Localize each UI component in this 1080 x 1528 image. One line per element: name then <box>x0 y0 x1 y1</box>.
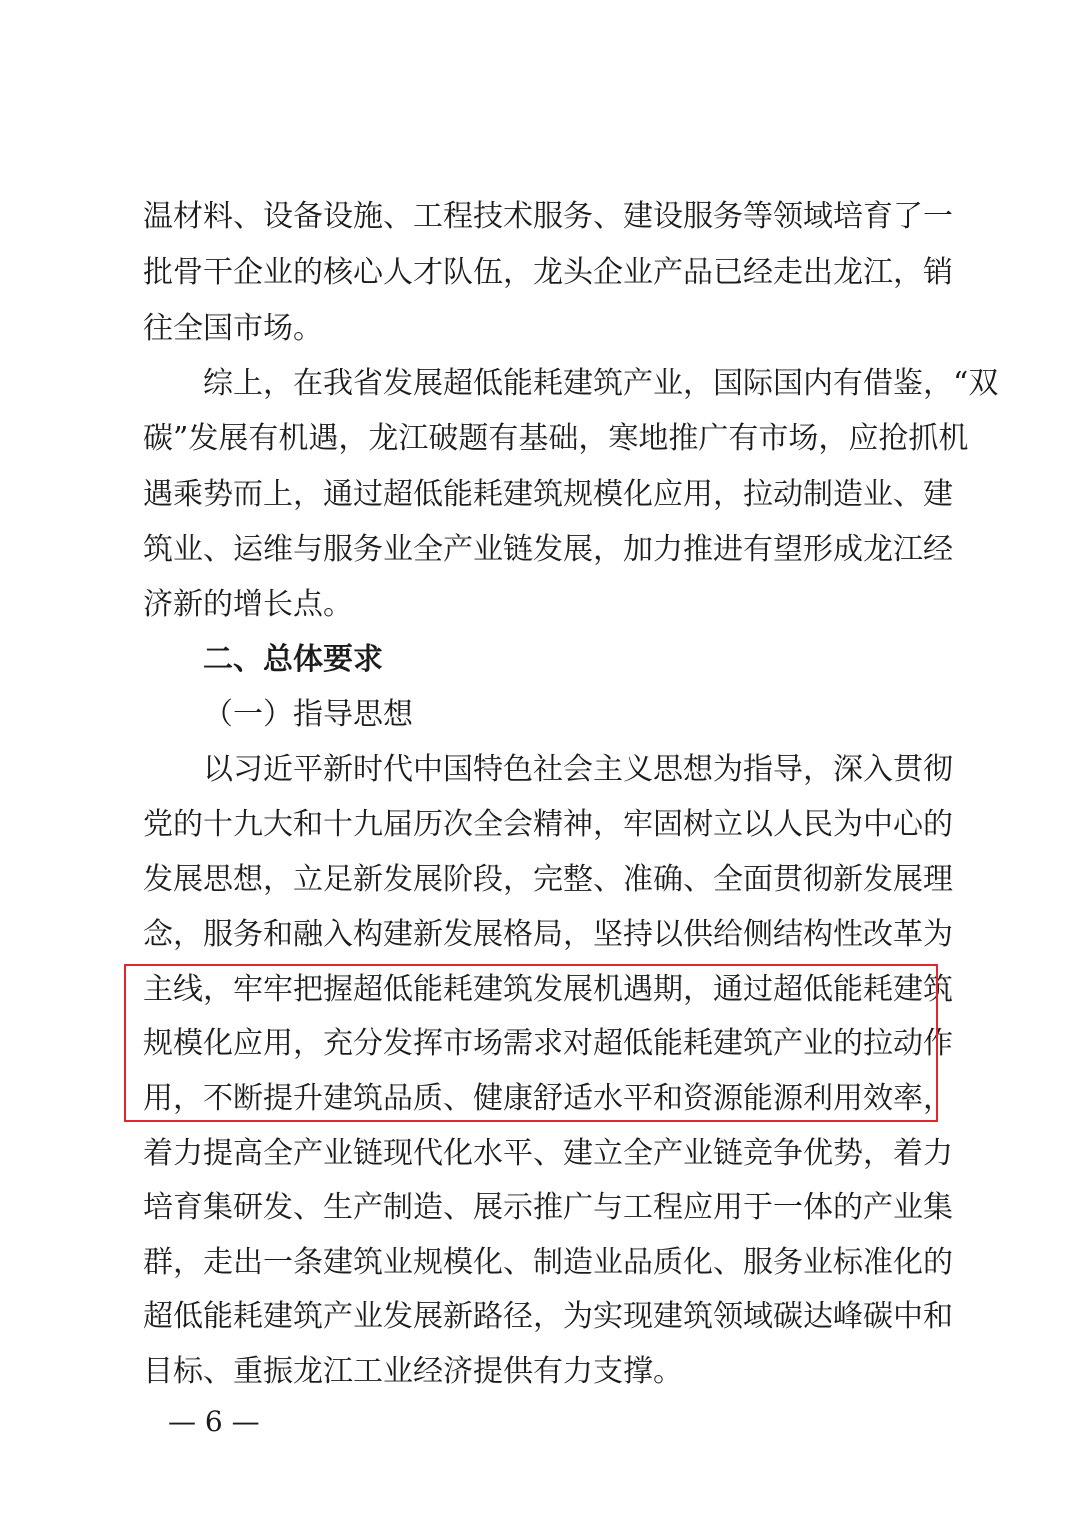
text-line: 筑业、运维与服务业全产业链发展，加力推进有望形成龙江经 <box>143 532 953 567</box>
text-line: 发展思想，立足新发展阶段，完整、准确、全面贯彻新发展理 <box>143 862 953 897</box>
text-line: 遇乘势而上，通过超低能耗建筑规模化应用，拉动制造业、建 <box>143 477 953 512</box>
page-number: — 6 — <box>168 1405 260 1438</box>
text-line: 碳”发展有机遇，龙江破题有基础，寒地推广有市场，应抢抓机 <box>143 421 969 456</box>
text-line: 念，服务和融入构建新发展格局，坚持以供给侧结构性改革为 <box>143 917 953 952</box>
text-line: 综上，在我省发展超低能耗建筑产业，国际国内有借鉴，“双 <box>203 366 999 401</box>
highlighted-text-line: 主线，牢牢把握超低能耗建筑发展机遇期，通过超低能耗建筑 <box>143 972 953 1007</box>
text-line: 以习近平新时代中国特色社会主义思想为指导，深入贯彻 <box>203 752 953 787</box>
text-line: 党的十九大和十九届历次全会精神，牢固树立以人民为中心的 <box>143 807 953 842</box>
section-heading: 二、总体要求 <box>203 642 383 677</box>
highlight-box <box>124 964 953 1122</box>
text-line: 超低能耗建筑产业发展新路径，为实现建筑领域碳达峰碳中和 <box>143 1299 953 1334</box>
text-line: 目标、重振龙江工业经济提供有力支撑。 <box>143 1354 683 1389</box>
highlighted-text-line: 规模化应用，充分发挥市场需求对超低能耗建筑产业的拉动作 <box>143 1026 953 1061</box>
subsection-heading: （一）指导思想 <box>203 697 413 732</box>
text-line: 群，走出一条建筑业规模化、制造业品质化、服务业标准化的 <box>143 1245 953 1280</box>
highlighted-text-line: 用，不断提升建筑品质、健康舒适水平和资源能源利用效率， <box>143 1081 953 1116</box>
text-line: 批骨干企业的核心人才队伍，龙头企业产品已经走出龙江，销 <box>143 255 953 290</box>
text-line: 温材料、设备设施、工程技术服务、建设服务等领域培育了一 <box>143 199 953 234</box>
text-line: 培育集研发、生产制造、展示推广与工程应用于一体的产业集 <box>143 1190 953 1225</box>
text-line: 着力提高全产业链现代化水平、建立全产业链竞争优势，着力 <box>143 1136 953 1171</box>
text-line: 往全国市场。 <box>143 311 323 346</box>
text-line: 济新的增长点。 <box>143 587 353 622</box>
